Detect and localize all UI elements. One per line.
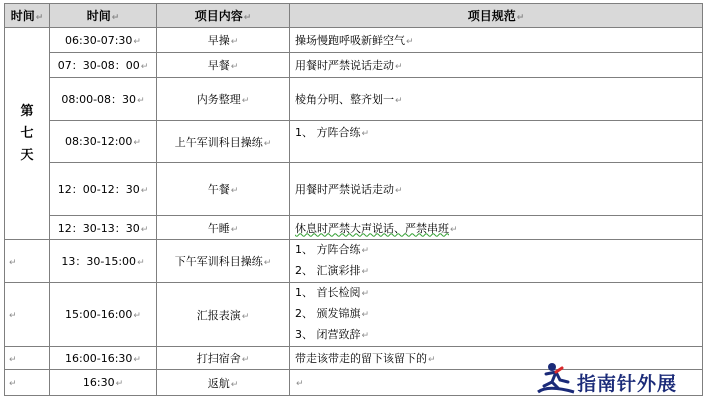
table-row (5, 53, 703, 78)
day-cell-mark: ↵ (5, 347, 50, 370)
day-label-cell: 第 七 天 (5, 28, 50, 240)
table-row (5, 121, 703, 163)
time-cell: 15:00-16:00↵ (50, 283, 157, 347)
time-cell: 16:00-16:30↵ (50, 347, 157, 370)
item-cell: 打扫宿舍↵ (157, 347, 290, 370)
time-cell: 08:00-08：30↵ (50, 78, 157, 121)
schedule-table (4, 3, 703, 396)
spec-cell: 操场慢跑呼吸新鲜空气↵ (290, 28, 703, 53)
item-cell: 上午军训科目操练↵ (157, 121, 290, 163)
spec-cell: 1、 首长检阅↵ 2、 颁发锦旗↵ 3、 闭营致辞↵ (290, 283, 703, 347)
table-row (5, 240, 703, 283)
time-cell: 06:30-07:30↵ (50, 28, 157, 53)
spec-cell: 用餐时严禁说话走动↵ (290, 53, 703, 78)
brand-text: 指南针外展 (577, 373, 678, 395)
spec-cell: 休息时严禁大声说话、严禁串班↵ (290, 216, 703, 240)
spec-cell: 1、 方阵合练↵ 2、 汇演彩排↵ (290, 240, 703, 283)
table-header-row (5, 4, 703, 28)
table-row (5, 283, 703, 347)
day-cell-mark: ↵ (5, 283, 50, 347)
table-row (5, 78, 703, 121)
table-row (5, 163, 703, 216)
header-time: 时间↵ (50, 4, 157, 28)
time-cell: 07：30-08：00↵ (50, 53, 157, 78)
time-cell: 08:30-12:00↵ (50, 121, 157, 163)
spec-cell: 用餐时严禁说话走动↵ (290, 163, 703, 216)
item-cell: 午睡↵ (157, 216, 290, 240)
compass-runner-icon (534, 358, 576, 400)
spec-cell: 棱角分明、整齐划一↵ (290, 78, 703, 121)
item-cell: 汇报表演↵ (157, 283, 290, 347)
spec-cell: ↵ (290, 370, 703, 396)
item-cell: 下午军训科目操练↵ (157, 240, 290, 283)
item-cell: 返航↵ (157, 370, 290, 396)
time-cell: 12：00-12：30↵ (50, 163, 157, 216)
table-row (5, 28, 703, 53)
day-cell-mark: ↵ (5, 370, 50, 396)
header-spec: 项目规范↵ (290, 4, 703, 28)
brand-logo (534, 358, 704, 400)
time-cell: 16:30↵ (50, 370, 157, 396)
day-cell-mark: ↵ (5, 240, 50, 283)
spec-cell: 1、 方阵合练↵ (290, 121, 703, 163)
item-cell: 午餐↵ (157, 163, 290, 216)
spec-cell: 带走该带走的留下该留下的↵ (290, 347, 703, 370)
item-cell: 早餐↵ (157, 53, 290, 78)
time-cell: 12：30-13：30↵ (50, 216, 157, 240)
header-item: 项目内容↵ (157, 4, 290, 28)
time-cell: 13：30-15:00↵ (50, 240, 157, 283)
item-cell: 内务整理↵ (157, 78, 290, 121)
item-cell: 早操↵ (157, 28, 290, 53)
table-row (5, 216, 703, 240)
header-day: 时间↵ (5, 4, 50, 28)
